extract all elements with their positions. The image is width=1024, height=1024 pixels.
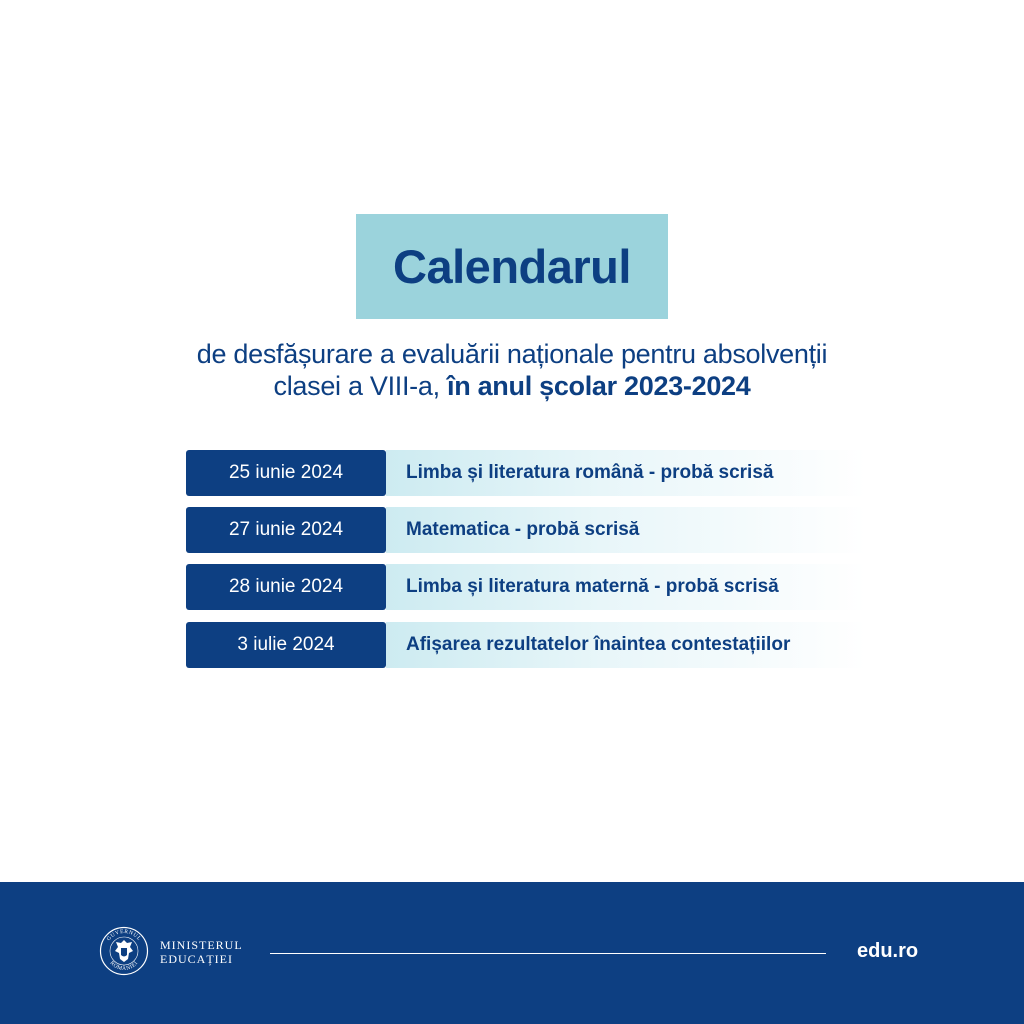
- calendar-row: [186, 450, 866, 496]
- seal-text-top: GUVERNUL: [105, 928, 143, 943]
- subtitle-school-year: în anul școlar 2023-2024: [447, 371, 751, 401]
- ministry-line-1: MINISTERUL: [160, 938, 243, 952]
- calendar-row: [186, 507, 866, 553]
- ministry-line-2: EDUCAȚIEI: [160, 952, 233, 966]
- subtitle-line-2: [0, 370, 1024, 402]
- seal-text-bottom: ROMÂNIEI: [108, 960, 140, 973]
- government-seal-icon: [99, 926, 149, 976]
- subtitle-line-2-prefix: clasei a VIII-a,: [273, 371, 447, 401]
- website-link[interactable]: edu.ro: [857, 940, 919, 962]
- calendar-date: 27 iunie 2024: [186, 507, 386, 553]
- subtitle-line-1: de desfășurare a evaluării naționale pentru absolvenții: [196, 339, 828, 369]
- calendar-event: Matematica - probă scrisă: [386, 507, 866, 553]
- calendar-event: Limba și literatura română - probă scrisă: [386, 450, 866, 496]
- calendar-date: 28 iunie 2024: [186, 564, 386, 610]
- page-title: Calendarul: [393, 240, 631, 293]
- title-box: [356, 214, 668, 319]
- calendar-event: Limba și literatura maternă - probă scrisă: [386, 564, 866, 610]
- calendar-date: 3 iulie 2024: [186, 622, 386, 668]
- calendar-row: [186, 564, 866, 610]
- ministry-logo-text: [160, 938, 243, 966]
- calendar-row: [186, 622, 866, 668]
- page-subtitle: [0, 338, 1024, 402]
- calendar-event: Afișarea rezultatelor înaintea contestațiilor: [386, 622, 866, 668]
- footer-divider: [270, 953, 826, 954]
- calendar-date: 25 iunie 2024: [186, 450, 386, 496]
